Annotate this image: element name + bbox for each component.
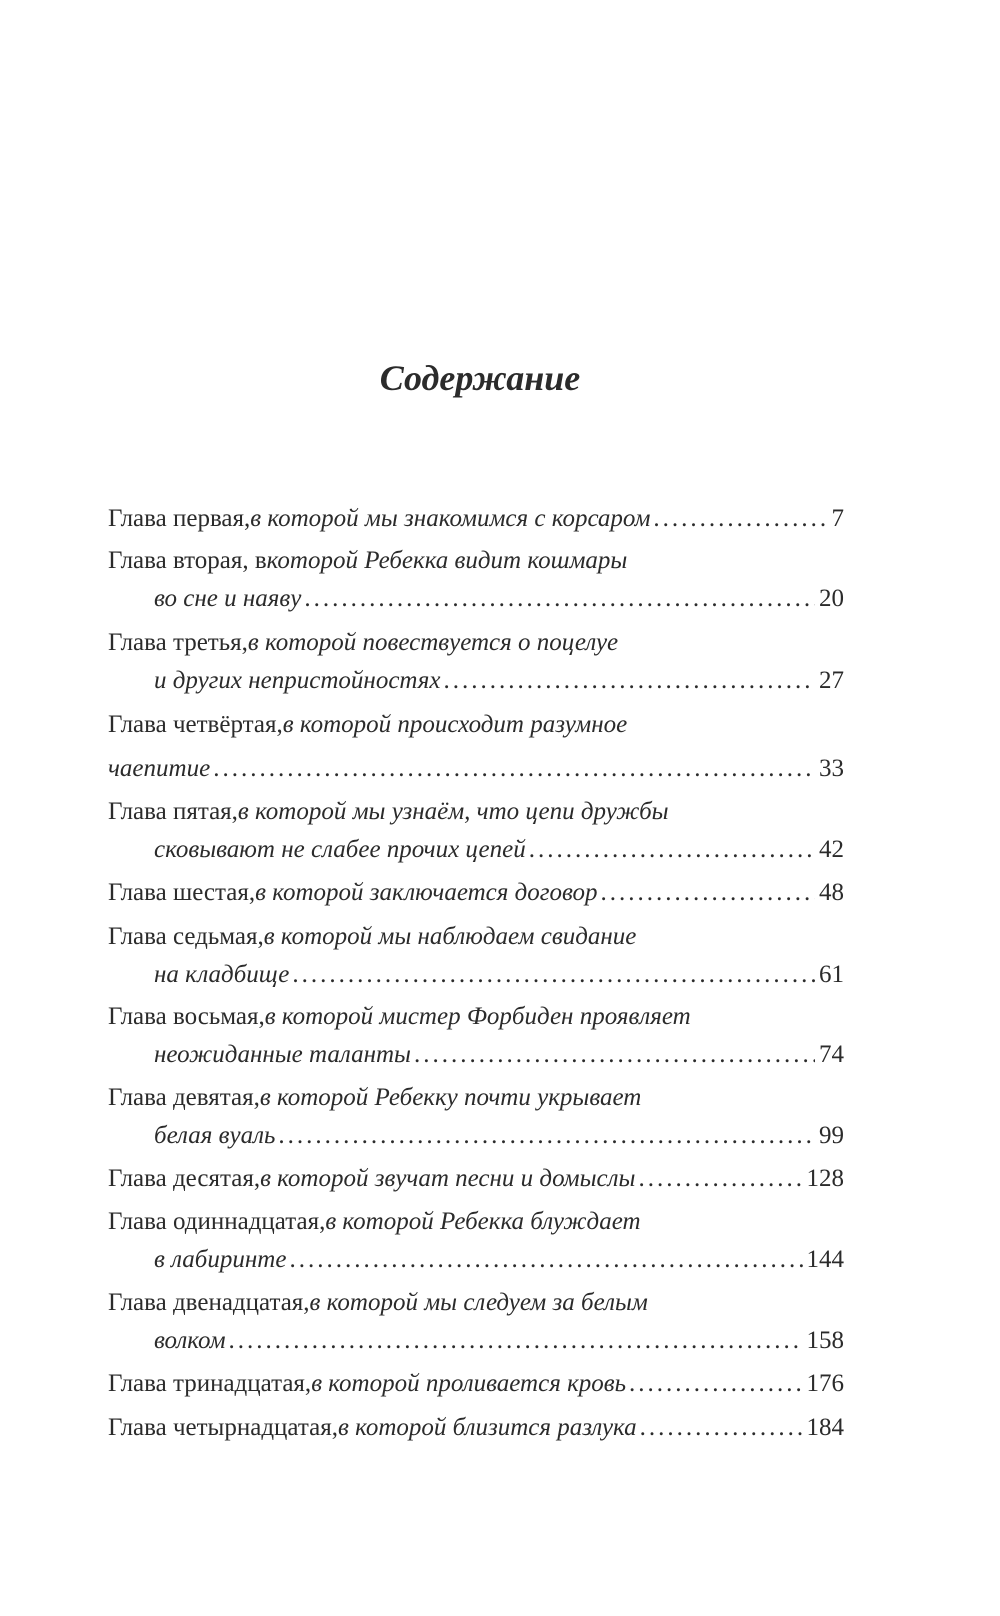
toc-entry-12 [108, 1286, 844, 1320]
chapter-heading: Глава одиннадцатая, [108, 1208, 326, 1235]
dot-leader [229, 1324, 803, 1358]
page-number: 99 [819, 1122, 844, 1149]
toc-entry-14 [108, 1411, 844, 1445]
dot-leader [601, 876, 815, 910]
toc-entry-2 [108, 544, 844, 578]
toc-entry-7 [108, 920, 844, 954]
page-number: 7 [831, 505, 844, 532]
toc-entry-2-cont [154, 582, 844, 616]
chapter-description: во сне и наяву [154, 585, 302, 612]
chapter-description: в которой близится разлука [337, 1414, 637, 1441]
chapter-description: в которой Ребекка блуждает [325, 1208, 641, 1235]
chapter-heading: Глава третья, [108, 629, 248, 656]
toc-entry-5 [108, 795, 844, 829]
chapter-description: в которой мы знакомимся с корсаром [250, 505, 651, 532]
chapter-heading: Глава четвёртая, [108, 711, 283, 738]
page-number: 42 [819, 836, 844, 863]
dot-leader [638, 1162, 802, 1196]
table-of-contents [108, 0, 844, 1616]
toc-entry-7-cont [154, 958, 844, 992]
toc-entry-3-cont [154, 664, 844, 698]
dot-leader [640, 1411, 803, 1445]
dot-leader [304, 582, 815, 616]
chapter-heading: Глава шестая, [108, 879, 256, 906]
dot-leader [213, 752, 815, 786]
dot-leader [529, 833, 815, 867]
chapter-heading: Глава девятая, [108, 1084, 260, 1111]
dot-leader [289, 1243, 802, 1277]
toc-entry-11 [108, 1205, 844, 1239]
chapter-description: в которой проливается кровь [311, 1370, 627, 1397]
page-number: 176 [806, 1370, 844, 1397]
chapter-description: в которой повествуется о поцелуе [247, 629, 619, 656]
toc-entry-4 [108, 708, 844, 742]
page-number: 20 [819, 585, 844, 612]
chapter-heading: Глава вторая, в [108, 547, 267, 574]
page-number: 128 [806, 1165, 844, 1192]
chapter-heading: Глава четырнадцатая, [108, 1414, 338, 1441]
dot-leader [278, 1119, 815, 1153]
chapter-heading: Глава тринадцатая, [108, 1370, 312, 1397]
toc-entry-8-cont [154, 1038, 844, 1072]
page-number: 33 [819, 755, 844, 782]
toc-entry-5-cont [154, 833, 844, 867]
chapter-heading: Глава восьмая, [108, 1003, 265, 1030]
chapter-heading: Глава двенадцатая, [108, 1289, 310, 1316]
chapter-description: неожиданные таланты [154, 1041, 411, 1068]
page-number: 48 [819, 879, 844, 906]
chapter-description: в которой мы наблюдаем свидание [263, 923, 637, 950]
chapter-description: в которой мистер Форбиден проявляет [264, 1003, 691, 1030]
chapter-description: в которой происходит разумное [282, 711, 628, 738]
toc-entry-10 [108, 1162, 844, 1196]
toc-entry-9 [108, 1081, 844, 1115]
page-number: 158 [806, 1327, 844, 1354]
toc-entry-12-cont [154, 1324, 844, 1358]
toc-entry-1 [108, 502, 844, 536]
chapter-description: в которой Ребекку почти укрывает [259, 1084, 642, 1111]
chapter-description: в которой мы узнаём, что цепи дружбы [237, 798, 669, 825]
chapter-heading: Глава пятая, [108, 798, 238, 825]
chapter-description: в которой звучат песни и домыслы [260, 1165, 636, 1192]
chapter-heading: Глава первая, [108, 505, 251, 532]
page-number: 184 [806, 1414, 844, 1441]
chapter-heading: Глава десятая, [108, 1165, 261, 1192]
chapter-description: волком [154, 1327, 226, 1354]
page-number: 144 [806, 1246, 844, 1273]
toc-entry-4-cont [108, 752, 844, 786]
toc-entry-6 [108, 876, 844, 910]
page-number: 27 [819, 667, 844, 694]
toc-entry-9-cont [154, 1119, 844, 1153]
page-number: 61 [819, 961, 844, 988]
dot-leader [292, 958, 815, 992]
toc-entry-11-cont [154, 1243, 844, 1277]
chapter-description: сковывают не слабее прочих цепей [154, 836, 526, 863]
toc-entry-8 [108, 1000, 844, 1034]
chapter-description: на кладбище [154, 961, 290, 988]
dot-leader [444, 664, 816, 698]
chapter-description: чаепитие [108, 755, 211, 782]
chapter-description: в которой заключается договор [255, 879, 598, 906]
page-number: 74 [819, 1041, 844, 1068]
chapter-heading: Глава седьмая, [108, 923, 264, 950]
chapter-description: в которой мы следуем за белым [309, 1289, 648, 1316]
dot-leader [414, 1038, 815, 1072]
chapter-description: белая вуаль [154, 1122, 276, 1149]
page-title: Содержание [379, 358, 581, 398]
chapter-description: в лабиринте [154, 1246, 287, 1273]
toc-entry-13 [108, 1367, 844, 1401]
chapter-description: которой Ребекка видит кошмары [266, 547, 628, 574]
dot-leader [629, 1367, 802, 1401]
dot-leader [653, 502, 827, 536]
toc-entry-3 [108, 626, 844, 660]
chapter-description: и других непристойностях [154, 667, 441, 694]
